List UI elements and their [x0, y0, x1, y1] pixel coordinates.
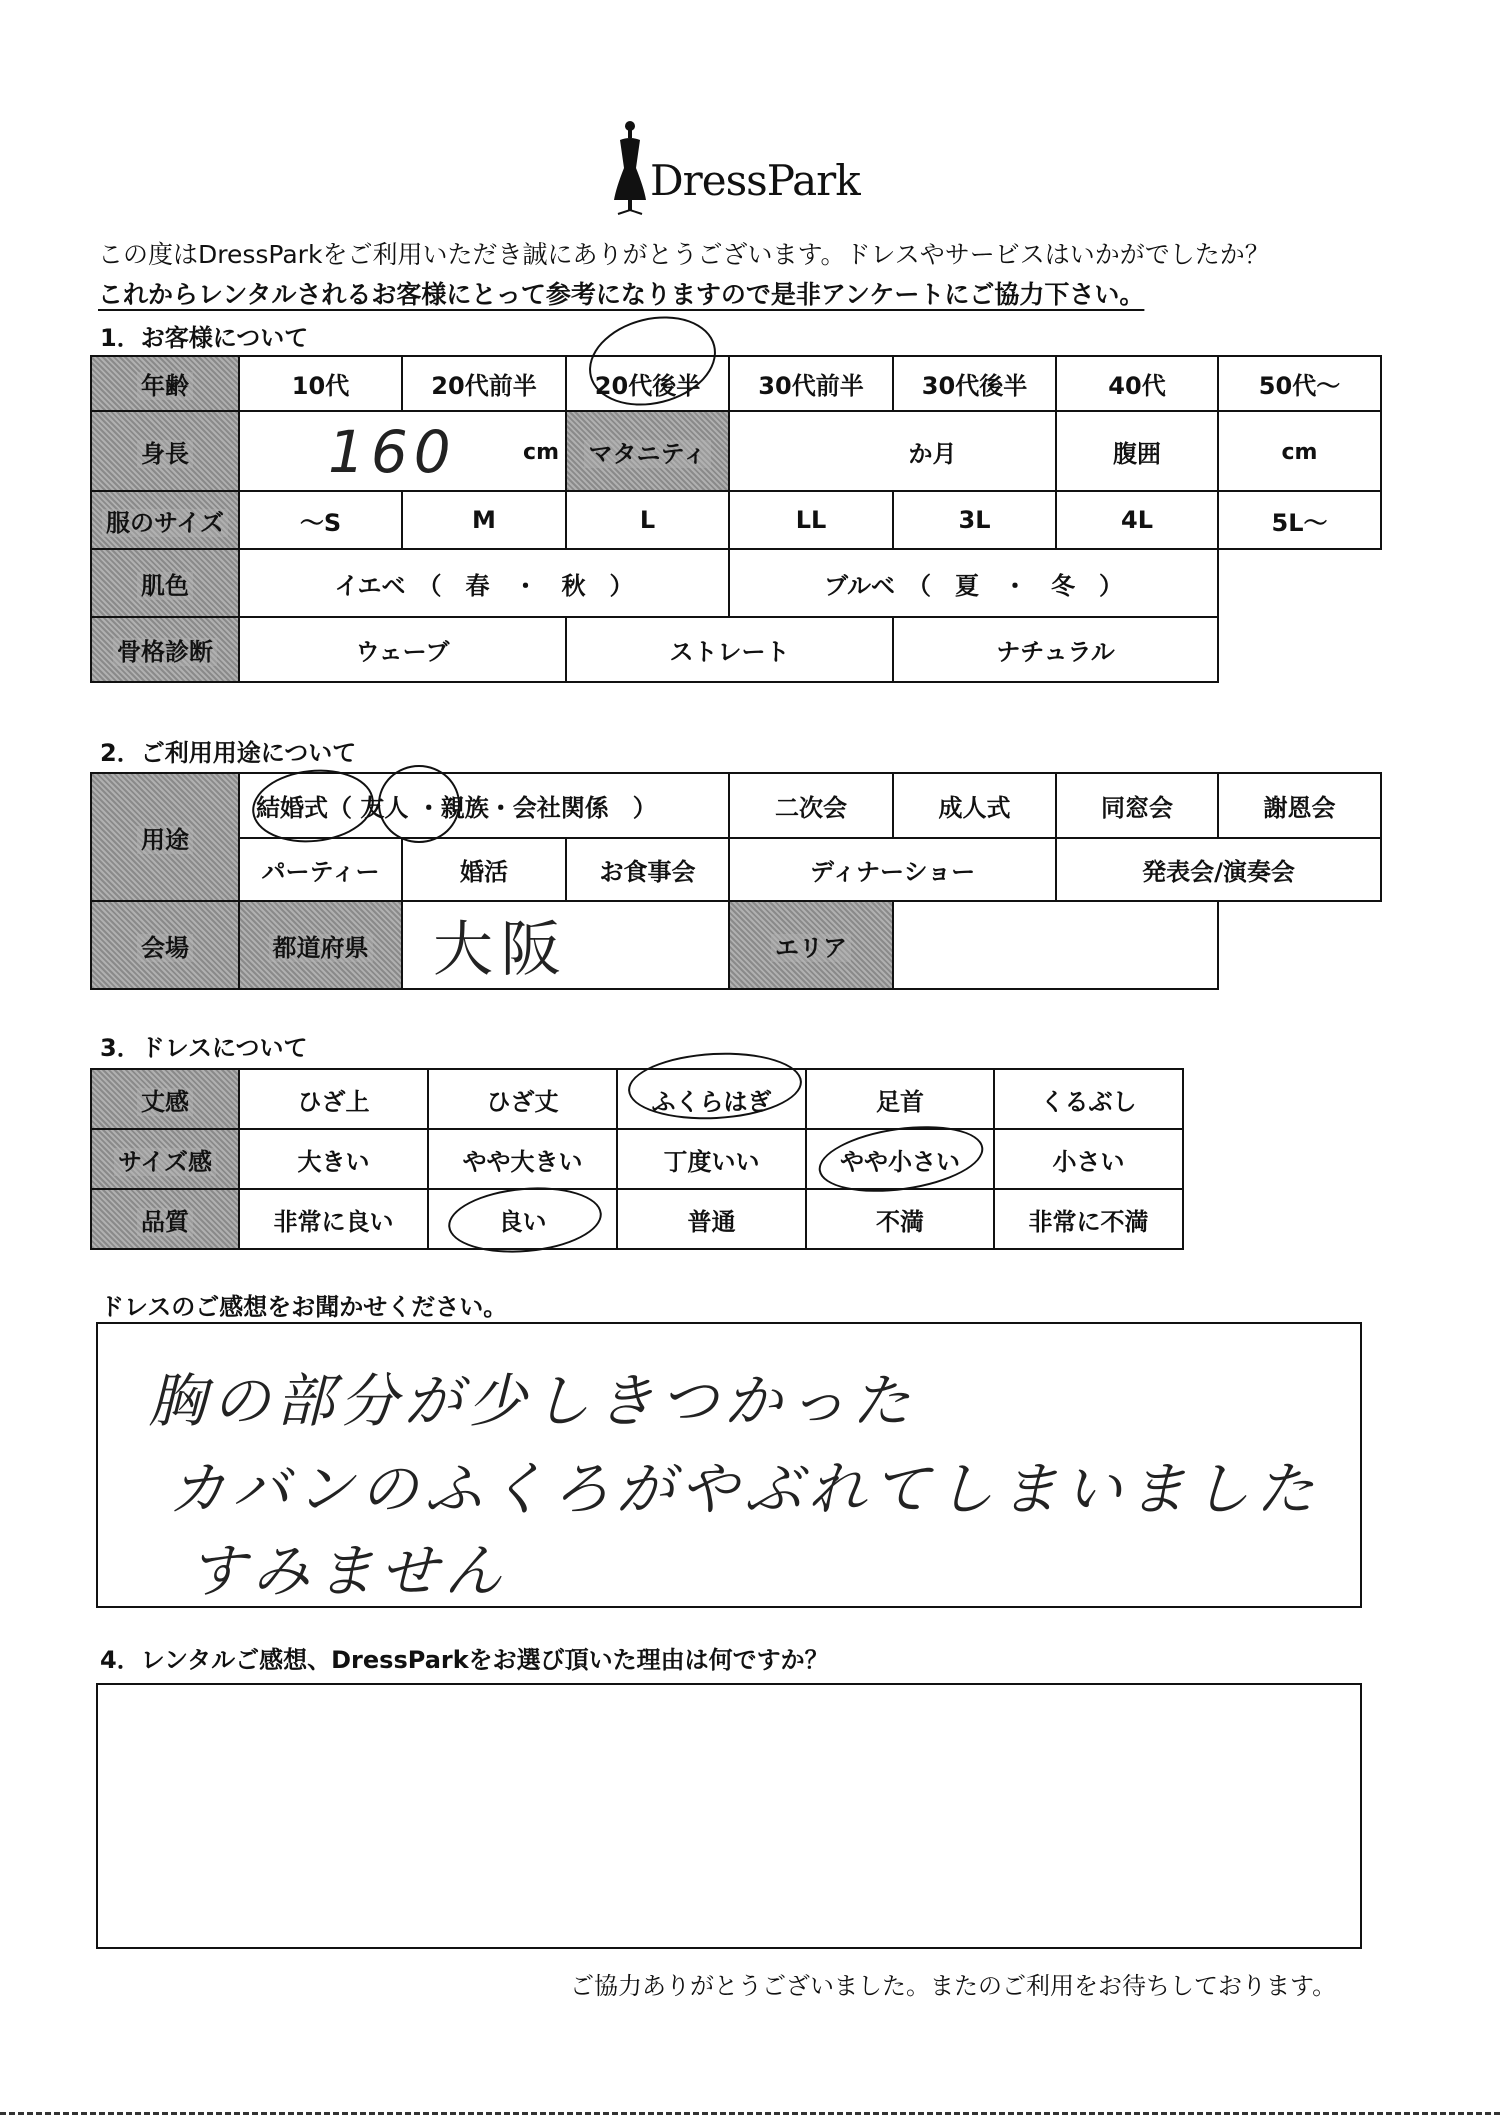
quality-option-very-poor[interactable]: 非常に不満 [994, 1189, 1183, 1249]
waist-label: 腹囲 [1056, 411, 1218, 491]
dress-form-icon [610, 118, 650, 218]
quality-option-poor[interactable]: 不満 [806, 1189, 994, 1249]
height-unit: cm [523, 440, 559, 465]
comment-line-2: カバンのふくろがやぶれてしまいました [168, 1455, 1321, 1523]
maternity-months-field[interactable] [729, 411, 1056, 491]
venue-label: 会場 [91, 901, 239, 989]
quality-option-average[interactable]: 普通 [617, 1189, 806, 1249]
skin-option-blue[interactable]: ブルベ （ 夏 ・ 冬 ） [729, 549, 1218, 617]
age-option-early-20s[interactable]: 20代前半 [402, 356, 566, 411]
prefecture-field[interactable] [402, 901, 729, 989]
usage-reunion[interactable]: 同窓会 [1056, 773, 1218, 838]
fit-label: サイズ感 [91, 1129, 239, 1189]
area-field[interactable] [893, 901, 1218, 989]
body-option-wave[interactable]: ウェーブ [239, 617, 566, 682]
usage-konkatsu[interactable]: 婚活 [402, 838, 566, 901]
quality-option-good[interactable]: 良い [428, 1189, 617, 1249]
usage-coming-of-age[interactable]: 成人式 [893, 773, 1056, 838]
length-option-ankle[interactable]: 足首 [806, 1069, 994, 1129]
usage-wedding-option[interactable] [239, 773, 729, 838]
venue-blank [1218, 901, 1381, 989]
body-option-natural[interactable]: ナチュラル [893, 617, 1218, 682]
customer-info-table [90, 355, 1382, 683]
intro-line-1: この度はDressParkをご利用いただき誠にありがとうございます。ドレスやサービスはいかがでしたか？ [98, 240, 1270, 269]
skin-blank [1218, 549, 1381, 617]
fit-option-slightly-large[interactable]: やや大きい [428, 1129, 617, 1189]
size-label: 服のサイズ [91, 491, 239, 549]
usage-dinner-show[interactable]: ディナーショー [729, 838, 1056, 901]
comments-box[interactable] [96, 1322, 1362, 1608]
fit-option-large[interactable]: 大きい [239, 1129, 428, 1189]
logo-text: DressPark [650, 156, 860, 205]
usage-friend: 友人 [360, 794, 409, 822]
age-option-40s[interactable]: 40代 [1056, 356, 1218, 411]
usage-dinner[interactable]: お食事会 [566, 838, 729, 901]
comment-line-3: すみません [188, 1537, 509, 1605]
months-unit: か月 [908, 439, 957, 468]
maternity-label: マタニティ [566, 411, 729, 491]
size-option-s[interactable]: ～S [239, 491, 402, 549]
waist-field[interactable] [1218, 411, 1381, 491]
prefecture-value: 大阪 [433, 915, 569, 985]
body-option-straight[interactable]: ストレート [566, 617, 893, 682]
size-option-5l-plus[interactable]: 5L～ [1218, 491, 1381, 549]
usage-table [90, 772, 1382, 990]
age-option-50s-plus[interactable]: 50代～ [1218, 356, 1381, 411]
length-option-knee[interactable]: ひざ丈 [428, 1069, 617, 1129]
comment-line-1: 胸の部分が少しきつかった [148, 1367, 917, 1435]
size-option-4l[interactable]: 4L [1056, 491, 1218, 549]
skin-label: 肌色 [91, 549, 239, 617]
size-option-ll[interactable]: LL [729, 491, 893, 549]
waist-unit: cm [1281, 440, 1318, 465]
age-option-early-30s[interactable]: 30代前半 [729, 356, 893, 411]
age-option-late-20s[interactable]: 20代後半 [566, 356, 729, 411]
dress-table [90, 1068, 1184, 1250]
length-option-calf[interactable]: ふくらはぎ [617, 1069, 806, 1129]
body-blank [1218, 617, 1381, 682]
dresspark-logo [610, 118, 860, 218]
body-type-label: 骨格診断 [91, 617, 239, 682]
usage-after-party[interactable]: 二次会 [729, 773, 893, 838]
length-label: 丈感 [91, 1069, 239, 1129]
size-option-m[interactable]: M [402, 491, 566, 549]
usage-relatives: ・親族・会社関係 ） [416, 794, 657, 822]
prefecture-label: 都道府県 [239, 901, 402, 989]
footer-thanks: ご協力ありがとうございました。またのご利用をお待ちしております。 [570, 1972, 1337, 2000]
age-label: 年齢 [91, 356, 239, 411]
usage-thanks-party[interactable]: 謝恩会 [1218, 773, 1381, 838]
height-field[interactable] [239, 411, 566, 491]
height-value: 160 [328, 418, 457, 486]
quality-option-very-good[interactable]: 非常に良い [239, 1189, 428, 1249]
usage-party[interactable]: パーティー [239, 838, 402, 901]
rental-reason-box[interactable] [96, 1683, 1362, 1949]
bottom-divider [0, 2112, 1500, 2115]
section-2-title: 2．ご利用用途について [100, 739, 357, 767]
length-option-above-knee[interactable]: ひざ上 [239, 1069, 428, 1129]
quality-label: 品質 [91, 1189, 239, 1249]
area-label: エリア [729, 901, 893, 989]
usage-label: 用途 [91, 773, 239, 901]
size-option-l[interactable]: L [566, 491, 729, 549]
usage-recital[interactable]: 発表会/演奏会 [1056, 838, 1381, 901]
section-4-title: 4．レンタルご感想、DressParkをお選び頂いた理由は何ですか？ [100, 1646, 829, 1674]
skin-option-yellow[interactable]: イエベ （ 春 ・ 秋 ） [239, 549, 729, 617]
section-1-title: 1．お客様について [100, 324, 309, 352]
comments-prompt: ドレスのご感想をお聞かせください。 [100, 1293, 508, 1321]
age-option-10s[interactable]: 10代 [239, 356, 402, 411]
fit-option-just-right[interactable]: 丁度いい [617, 1129, 806, 1189]
fit-option-slightly-small[interactable]: やや小さい [806, 1129, 994, 1189]
usage-wedding: 結婚式（ [256, 794, 352, 822]
length-option-anklebone[interactable]: くるぶし [994, 1069, 1183, 1129]
age-option-late-30s[interactable]: 30代後半 [893, 356, 1056, 411]
intro-line-2: これからレンタルされるお客様にとって参考になりますので是非アンケートにご協力下さい。 [98, 280, 1145, 309]
fit-option-small[interactable]: 小さい [994, 1129, 1183, 1189]
section-3-title: 3．ドレスについて [100, 1034, 308, 1062]
height-label: 身長 [91, 411, 239, 491]
size-option-3l[interactable]: 3L [893, 491, 1056, 549]
